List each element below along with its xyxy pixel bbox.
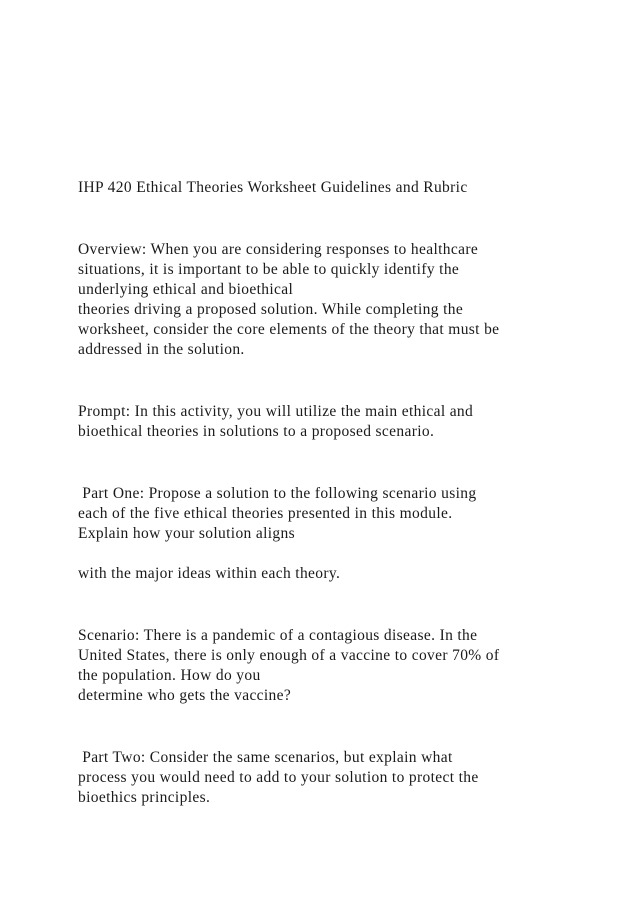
overview-line: situations, it is important to be able to quickly identify the [78,261,460,278]
scenario-line: determine who gets the vaccine? [78,687,292,704]
overview-line: addressed in the solution. [78,341,245,358]
overview-line: worksheet, consider the core elements of the theory that must be [78,321,500,338]
part-one-line: Explain how your solution aligns [78,525,295,542]
scenario-line: Scenario: There is a pandemic of a contagious disease. In the [78,627,478,644]
prompt-line: bioethical theories in solutions to a proposed scenario. [78,423,435,440]
overview-line: theories driving a proposed solution. While completing the [78,301,464,318]
document-title: IHP 420 Ethical Theories Worksheet Guidelines and Rubric [78,179,468,196]
prompt-line: Prompt: In this activity, you will utilize the main ethical and [78,403,474,420]
scenario-line: United States, there is only enough of a vaccine to cover 70% of [78,647,500,664]
part-two-line: process you would need to add to your solution to protect the [78,769,479,786]
overview-line: Overview: When you are considering responses to healthcare [78,241,479,258]
part-two-line: bioethics principles. [78,789,211,806]
part-one-line: each of the five ethical theories presented in this module. [78,505,453,522]
part-one-line: Part One: Propose a solution to the following scenario using [78,485,477,502]
part-one-line: with the major ideas within each theory. [78,565,341,582]
overview-line: underlying ethical and bioethical [78,281,294,298]
scenario-line: the population. How do you [78,667,261,684]
part-two-line: Part Two: Consider the same scenarios, but explain what [78,749,453,766]
